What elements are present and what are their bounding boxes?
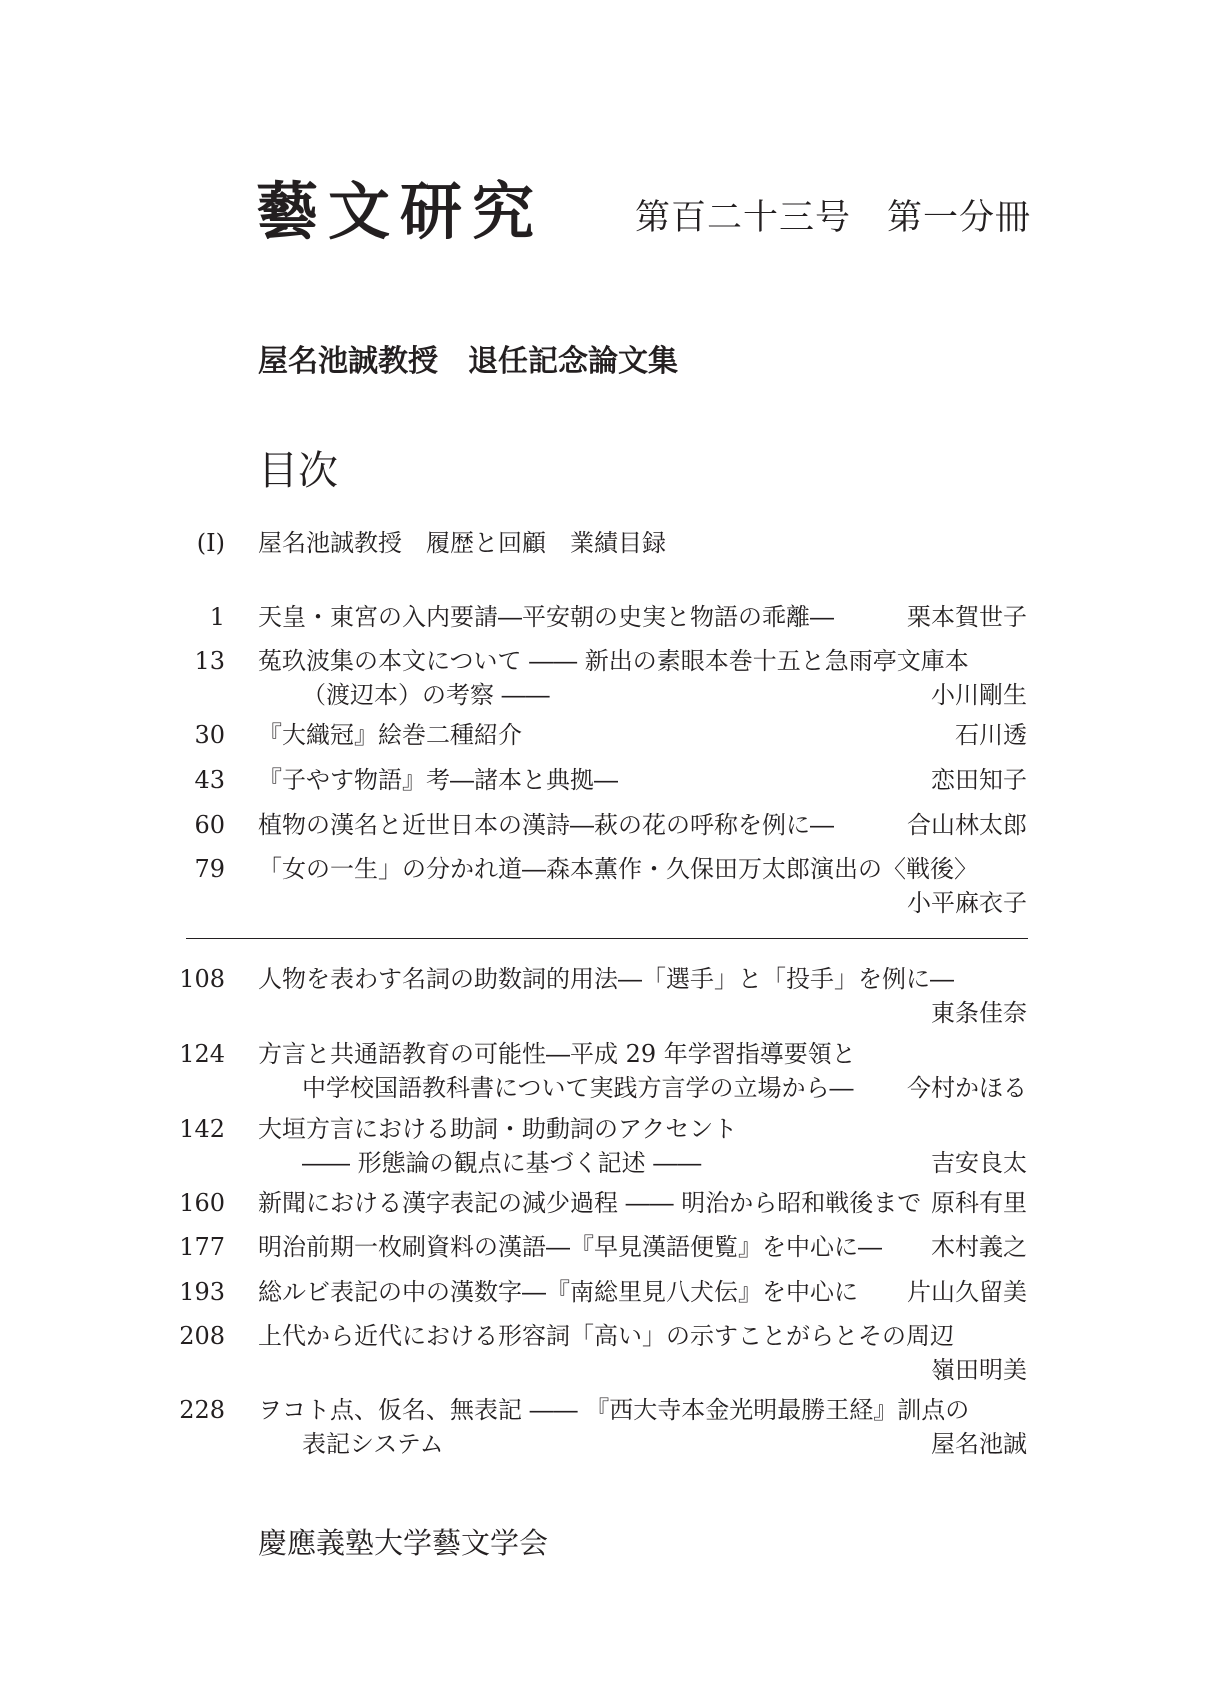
- entry-title-continued: ―― 形態論の観点に基づく記述 ――: [302, 1149, 702, 1177]
- page-number: 60: [194, 811, 225, 839]
- entry-title: 『大織冠』絵巻二種紹介: [258, 721, 522, 749]
- entry-author: 石川透: [955, 721, 1027, 749]
- entry-title: 天皇・東宮の入内要請―平安朝の史実と物語の乖離―: [258, 603, 834, 631]
- page-number: 142: [179, 1115, 225, 1143]
- entry-author: 嶺田明美: [931, 1356, 1027, 1384]
- page-number: 108: [179, 965, 225, 993]
- entry-author: 吉安良太: [931, 1149, 1027, 1177]
- entry-author: 原科有里: [931, 1189, 1027, 1217]
- entry-title: 新聞における漢字表記の減少過程 ―― 明治から昭和戦後まで: [258, 1189, 922, 1217]
- entry-author: 片山久留美: [907, 1278, 1027, 1306]
- page-number: 228: [179, 1396, 225, 1424]
- page-number: 160: [179, 1189, 225, 1217]
- entry-title: 屋名池誠教授 履歴と回顧 業績目録: [258, 529, 666, 557]
- entry-author: 合山林太郎: [907, 811, 1027, 839]
- issue-label: 第百二十三号 第一分冊: [635, 198, 1032, 238]
- entry-author: 小平麻衣子: [907, 889, 1027, 917]
- entry-title: 菟玖波集の本文について ―― 新出の素眼本巻十五と急雨亭文庫本: [258, 647, 969, 675]
- page-number: 43: [194, 766, 225, 794]
- entry-author: 木村義之: [931, 1233, 1027, 1261]
- entry-title: 方言と共通語教育の可能性―平成 29 年学習指導要領と: [258, 1040, 856, 1068]
- page-number: 193: [179, 1278, 225, 1306]
- entry-author: 屋名池誠: [931, 1430, 1027, 1458]
- entry-author: 東条佳奈: [931, 999, 1027, 1027]
- entry-title: 明治前期一枚刷資料の漢語―『早見漢語便覧』を中心に―: [258, 1233, 882, 1261]
- entry-title: 「女の一生」の分かれ道―森本薫作・久保田万太郎演出の〈戦後〉: [258, 855, 978, 883]
- publisher-name: 慶應義塾大学藝文学会: [258, 1526, 549, 1560]
- entry-author: 今村かほる: [907, 1074, 1027, 1102]
- entry-title-continued: 中学校国語教科書について実践方言学の立場から―: [302, 1074, 854, 1102]
- entry-author: 栗本賀世子: [907, 603, 1027, 631]
- entry-title-continued: （渡辺本）の考察 ――: [302, 681, 550, 709]
- entry-title: 『子やす物語』考―諸本と典拠―: [258, 766, 618, 794]
- page-number: 124: [179, 1040, 225, 1068]
- entry-title: 総ルビ表記の中の漢数字―『南総里見八犬伝』を中心に: [258, 1278, 858, 1306]
- entry-title: ヲコト点、仮名、無表記 ―― 『西大寺本金光明最勝王経』訓点の: [258, 1396, 970, 1424]
- entry-title-continued: 表記システム: [302, 1430, 444, 1458]
- entry-title: 大垣方言における助詞・助動詞のアクセント: [258, 1115, 738, 1143]
- entry-author: 恋田知子: [931, 766, 1027, 794]
- entry-title: 人物を表わす名詞の助数詞的用法―「選手」と「投手」を例に―: [258, 965, 954, 993]
- page-number: (I): [196, 529, 225, 557]
- entry-author: 小川剛生: [931, 681, 1027, 709]
- page-number: 30: [194, 721, 225, 749]
- page-number: 13: [194, 647, 225, 675]
- page-number: 208: [179, 1322, 225, 1350]
- entry-title: 上代から近代における形容詞「高い」の示すことがらとその周辺: [258, 1322, 954, 1350]
- page-number: 1: [209, 603, 225, 631]
- page-number: 177: [179, 1233, 225, 1261]
- entry-title: 植物の漢名と近世日本の漢詩―萩の花の呼称を例に―: [258, 811, 834, 839]
- toc-heading: 目次: [258, 448, 338, 494]
- commemorative-title: 屋名池誠教授 退任記念論文集: [258, 344, 678, 379]
- section-divider: [186, 938, 1028, 939]
- page-number: 79: [194, 855, 225, 883]
- journal-title: 藝文研究: [256, 175, 545, 248]
